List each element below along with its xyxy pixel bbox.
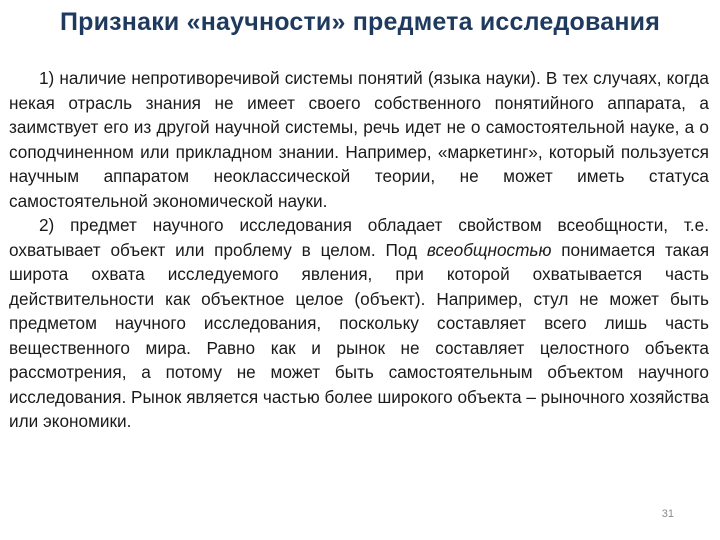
emphasized-term: всеобщностью — [426, 239, 552, 260]
paragraph-1: 1) наличие непротиворечивой системы понятий (языка науки). В тех случаях, когда некая отрасль знания не имеет своего собственного понятийного аппарата, а заимствует его из другой научной системы, речь идет не о самостоятельной науке, а о соподчиненном или прикладном знании. Например, «маркетинг», который пользуется научным аппаратом неоклассической теории, не может иметь статуса самостоятельной экономической науки. — [9, 68, 709, 211]
slide-title: Признаки «научности» предмета исследования — [59, 8, 661, 36]
paragraph-2-text-end: понимается такая широта охвата исследуемого явления, при которой охватывается часть действительности как объектное целое (объект). Например, стул не может быть предметом научного исследования, поскольку составляет всего лишь часть вещественного мира. Равно как и рынок не составляет целостного объекта рассмотрения, а потому не может быть самостоятельным объектом научного исследования. Рынок является частью более широкого объекта – рыночного хозяйства или экономики. — [9, 239, 709, 431]
paragraph-2-text-start: 2) предмет научного исследования обладает свойством всеобщности, т.е. охватывает объект или проблему в целом. Под — [9, 215, 709, 260]
paragraph-2 — [9, 213, 709, 434]
slide-body — [9, 66, 709, 434]
page-number: 31 — [661, 508, 674, 520]
